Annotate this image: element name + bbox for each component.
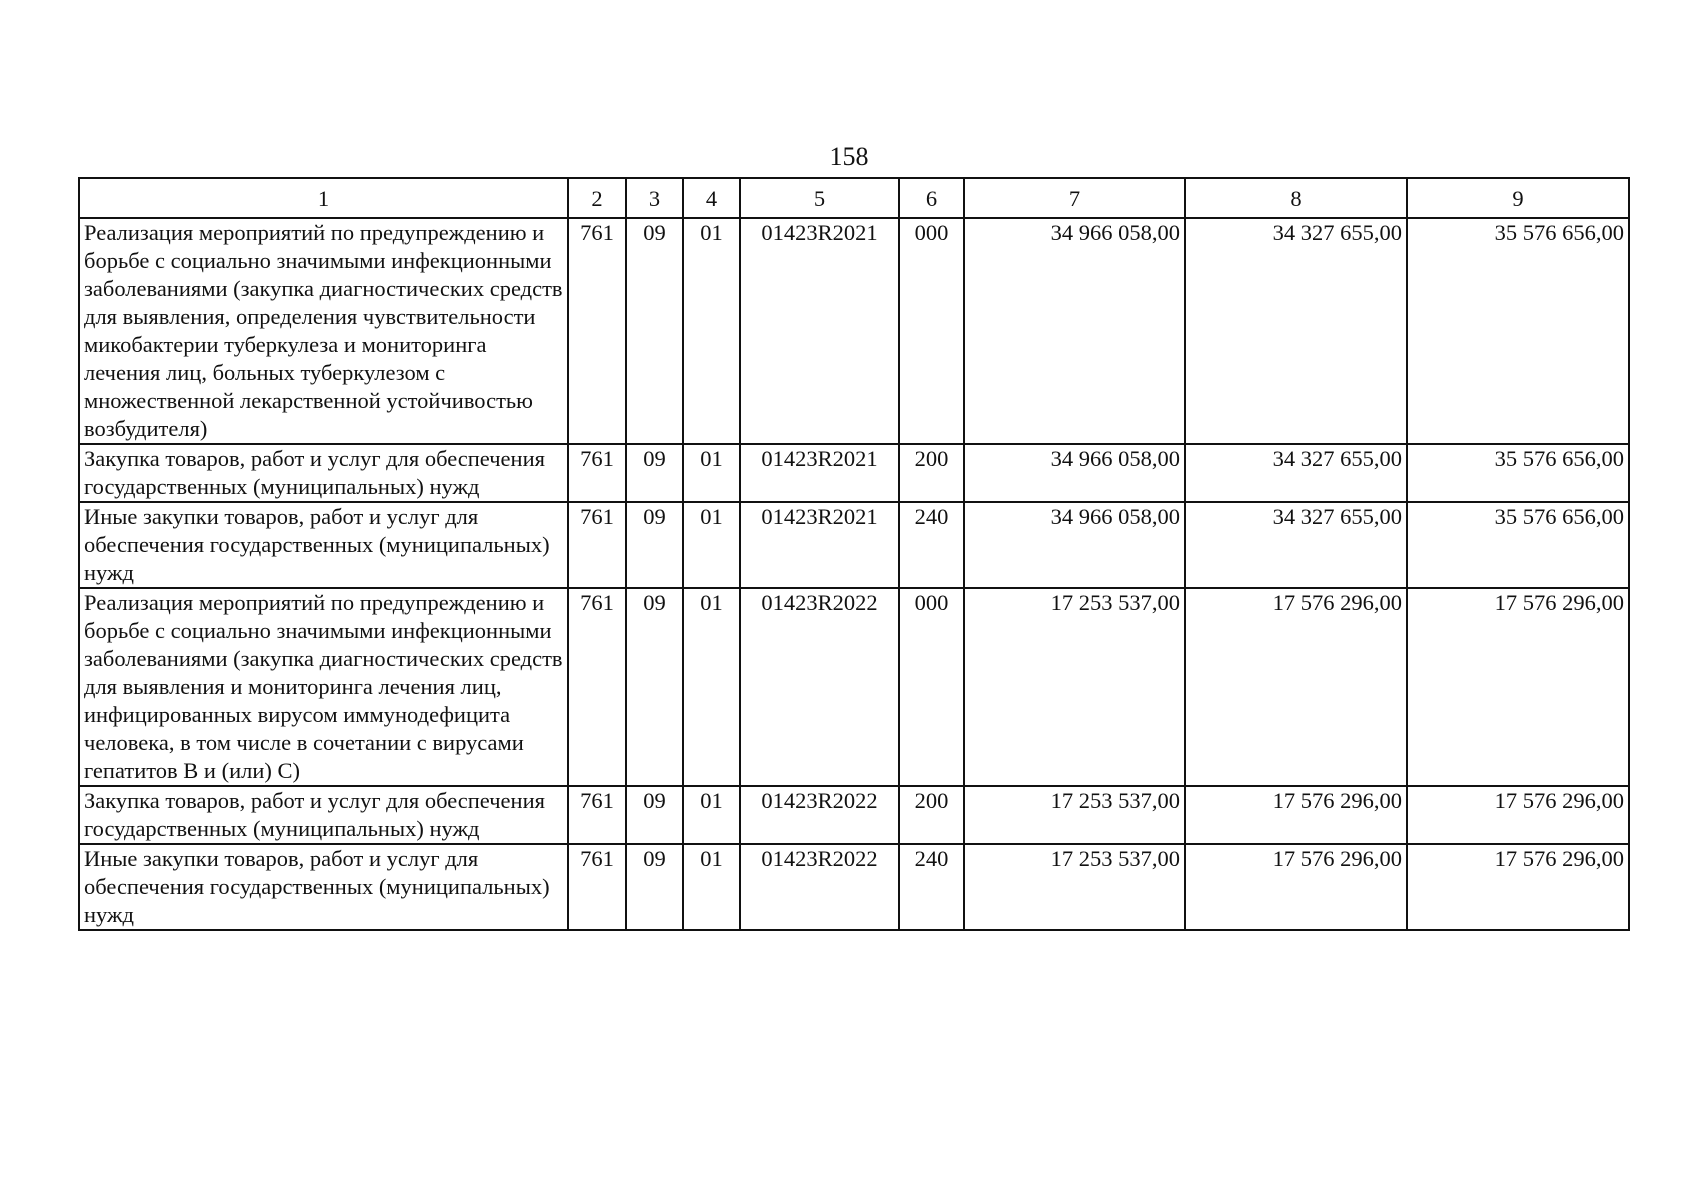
amount-col7: 17 253 537,00 bbox=[964, 844, 1185, 930]
expense-type-code: 200 bbox=[899, 444, 964, 502]
amount-col7: 34 966 058,00 bbox=[964, 218, 1185, 444]
amount-col8: 34 327 655,00 bbox=[1185, 444, 1407, 502]
target-article-code: 01423R2022 bbox=[740, 844, 899, 930]
table-row bbox=[79, 786, 1629, 844]
ministry-code: 761 bbox=[568, 444, 626, 502]
header-cell: 1 bbox=[79, 178, 568, 218]
row-description: Закупка товаров, работ и услуг для обеспечения государственных (муниципальных) нужд bbox=[79, 444, 568, 502]
section-code: 09 bbox=[626, 844, 683, 930]
target-article-code: 01423R2021 bbox=[740, 218, 899, 444]
amount-col7: 34 966 058,00 bbox=[964, 444, 1185, 502]
section-code: 09 bbox=[626, 218, 683, 444]
amount-col7: 17 253 537,00 bbox=[964, 786, 1185, 844]
amount-col8: 17 576 296,00 bbox=[1185, 588, 1407, 786]
target-article-code: 01423R2022 bbox=[740, 588, 899, 786]
amount-col7: 34 966 058,00 bbox=[964, 502, 1185, 588]
table-row bbox=[79, 588, 1629, 786]
budget-table bbox=[78, 177, 1630, 931]
ministry-code: 761 bbox=[568, 588, 626, 786]
header-cell: 7 bbox=[964, 178, 1185, 218]
subsection-code: 01 bbox=[683, 218, 740, 444]
expense-type-code: 240 bbox=[899, 502, 964, 588]
subsection-code: 01 bbox=[683, 844, 740, 930]
row-description: Иные закупки товаров, работ и услуг для обеспечения государственных (муниципальных) нужд bbox=[79, 844, 568, 930]
amount-col8: 34 327 655,00 bbox=[1185, 502, 1407, 588]
section-code: 09 bbox=[626, 502, 683, 588]
header-cell: 5 bbox=[740, 178, 899, 218]
amount-col9: 35 576 656,00 bbox=[1407, 218, 1629, 444]
table-row bbox=[79, 502, 1629, 588]
row-description: Закупка товаров, работ и услуг для обеспечения государственных (муниципальных) нужд bbox=[79, 786, 568, 844]
target-article-code: 01423R2021 bbox=[740, 502, 899, 588]
target-article-code: 01423R2022 bbox=[740, 786, 899, 844]
amount-col9: 35 576 656,00 bbox=[1407, 502, 1629, 588]
header-cell: 9 bbox=[1407, 178, 1629, 218]
header-row bbox=[79, 178, 1629, 218]
ministry-code: 761 bbox=[568, 218, 626, 444]
target-article-code: 01423R2021 bbox=[740, 444, 899, 502]
row-description: Реализация мероприятий по предупреждению и борьбе с социально значимыми инфекционными заболеваниями (закупка диагностических средств для выявления и мониторинга лечения лиц, инфицированных вирусом иммунодефицита человека, в том числе в сочетании с вирусами гепатитов B и (или) C) bbox=[79, 588, 568, 786]
amount-col8: 17 576 296,00 bbox=[1185, 786, 1407, 844]
subsection-code: 01 bbox=[683, 786, 740, 844]
header-cell: 4 bbox=[683, 178, 740, 218]
header-cell: 3 bbox=[626, 178, 683, 218]
amount-col8: 17 576 296,00 bbox=[1185, 844, 1407, 930]
amount-col8: 34 327 655,00 bbox=[1185, 218, 1407, 444]
table-row bbox=[79, 444, 1629, 502]
amount-col9: 17 576 296,00 bbox=[1407, 844, 1629, 930]
ministry-code: 761 bbox=[568, 844, 626, 930]
row-description: Реализация мероприятий по предупреждению и борьбе с социально значимыми инфекционными заболеваниями (закупка диагностических средств для выявления, определения чувствительности микобактерии туберкулеза и мониторинга лечения лиц, больных туберкулезом с множественной лекарственной устойчивостью возбудителя) bbox=[79, 218, 568, 444]
section-code: 09 bbox=[626, 588, 683, 786]
header-cell: 2 bbox=[568, 178, 626, 218]
ministry-code: 761 bbox=[568, 502, 626, 588]
amount-col9: 17 576 296,00 bbox=[1407, 588, 1629, 786]
expense-type-code: 000 bbox=[899, 588, 964, 786]
subsection-code: 01 bbox=[683, 588, 740, 786]
expense-type-code: 200 bbox=[899, 786, 964, 844]
amount-col7: 17 253 537,00 bbox=[964, 588, 1185, 786]
header-cell: 8 bbox=[1185, 178, 1407, 218]
page-number: 158 bbox=[829, 142, 869, 171]
row-description: Иные закупки товаров, работ и услуг для обеспечения государственных (муниципальных) нужд bbox=[79, 502, 568, 588]
subsection-code: 01 bbox=[683, 444, 740, 502]
ministry-code: 761 bbox=[568, 786, 626, 844]
expense-type-code: 240 bbox=[899, 844, 964, 930]
table-row bbox=[79, 218, 1629, 444]
amount-col9: 17 576 296,00 bbox=[1407, 786, 1629, 844]
table-row bbox=[79, 844, 1629, 930]
expense-type-code: 000 bbox=[899, 218, 964, 444]
amount-col9: 35 576 656,00 bbox=[1407, 444, 1629, 502]
section-code: 09 bbox=[626, 786, 683, 844]
section-code: 09 bbox=[626, 444, 683, 502]
header-cell: 6 bbox=[899, 178, 964, 218]
subsection-code: 01 bbox=[683, 502, 740, 588]
